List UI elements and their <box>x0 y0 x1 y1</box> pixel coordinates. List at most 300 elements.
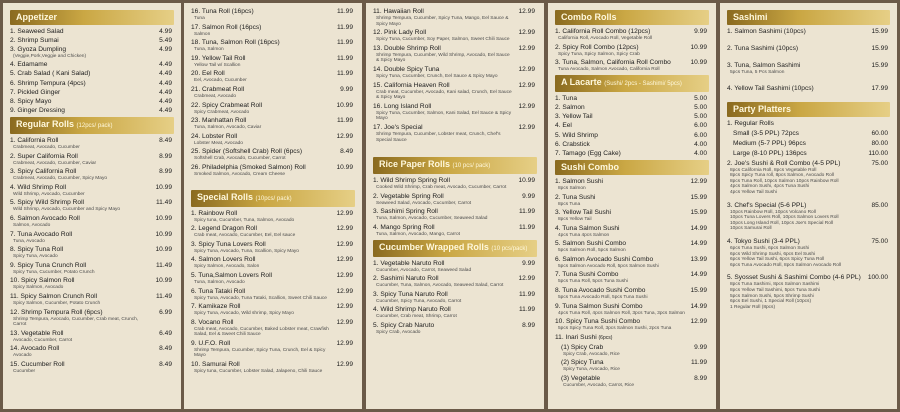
item-price: 5.00 <box>694 113 707 121</box>
item-name: 1. Salmon Sushi <box>555 177 604 185</box>
menu-item <box>555 44 709 58</box>
item-contents-line: 10pcs Samurai Roll <box>730 226 772 232</box>
menu-item <box>10 37 174 45</box>
menu-item <box>727 130 890 138</box>
item-price: 9.99 <box>522 192 535 200</box>
menu-item <box>10 80 174 88</box>
item-price: 17.99 <box>871 84 888 92</box>
item-name: 20. Eel Roll <box>191 70 225 78</box>
item-name: (2) Spicy Tuna <box>561 359 604 367</box>
item-description: Tuna, Avocado <box>13 238 45 244</box>
item-name: Medium (5-7 PPL) 96pcs <box>733 139 806 147</box>
menu-item <box>191 340 355 359</box>
item-description: Spicy Tuna, Avocado, Tuna Tataki, Scallion, Sweet Chili Sauce <box>194 295 327 301</box>
item-price: 12.99 <box>336 339 353 347</box>
item-name: 25. Spider (Softshell Crab) Roll (6pcs) <box>191 148 303 156</box>
item-name: 9. Ginger Dressing <box>10 107 65 115</box>
item-description: 5pcs Tuna Avocado Roll, 5pcs Tuna Sushi <box>558 295 648 301</box>
item-contents-line: 8pcs California Roll, 8pcs Vegetable Roll <box>730 167 817 173</box>
special-rolls-list-continued <box>373 8 537 143</box>
item-name: 2. Joe's Sushi & Roll Combo (4-5 PPL) <box>727 159 841 167</box>
item-name: 8. Tuna Avocado Sushi Combo <box>555 287 646 295</box>
item-price: 10.99 <box>690 59 707 67</box>
menu-item <box>555 95 709 103</box>
menu-item <box>373 208 537 222</box>
item-price: 12.99 <box>518 44 535 52</box>
menu-item <box>555 240 709 254</box>
item-price: 4.99 <box>159 28 172 35</box>
item-name: 21. Crabmeat Roll <box>191 85 245 93</box>
menu-item <box>555 178 709 192</box>
appetizer-header: Appetizer <box>10 10 174 25</box>
item-description: Spicy Tuna, Cucumber, Salmon, Kani Salad, Eel Sauce & Spicy Mayo <box>376 110 512 122</box>
item-contents-line: 10pcs Long Island Roll, 10pcs Joe's Special Roll <box>730 220 834 226</box>
sushi-combo-list <box>555 178 709 332</box>
item-name: 8. Spicy Tuna Roll <box>10 246 64 254</box>
menu-item <box>727 150 890 158</box>
menu-item <box>191 133 355 147</box>
menu-item <box>10 277 174 291</box>
item-description: 5pcs Spicy Tuna Roll, 3pcs Salmon Sushi, 2pcs Tuna <box>558 326 672 332</box>
item-price: 15.99 <box>871 62 888 69</box>
item-name: 10. Spicy Tuna Sushi Combo <box>555 318 641 326</box>
menu-item <box>727 202 890 232</box>
item-price: 12.99 <box>336 271 353 279</box>
item-description: 5pcs Salmon Avocado Roll, 5pcs Salmon Sushi <box>558 263 659 269</box>
menu-item <box>555 141 709 149</box>
item-name: 13. Vegetable Roll <box>10 329 64 337</box>
item-price: 12.99 <box>336 256 353 264</box>
item-price: 10.99 <box>336 163 353 171</box>
item-description: Spicy Salmon, Avocado, Salon <box>194 264 260 270</box>
item-price: 12.99 <box>518 275 535 283</box>
item-name: 3. Chef's Special (5-6 PPL) <box>727 201 807 209</box>
item-description: 5pcs Tuna Roll, 5pcs Tuna Sushi <box>558 279 628 285</box>
item-price: 12.99 <box>518 123 535 131</box>
item-price: 12.99 <box>690 177 707 185</box>
item-name: 10. Samurai Roll <box>191 361 240 369</box>
item-contents-line: 8pcs Spicy Tuna roll, 8pcs Salmon, Avocado Roll <box>730 173 834 179</box>
item-name: 4. Edamame <box>10 61 48 69</box>
item-price: 8.49 <box>159 345 172 353</box>
item-price: 11.49 <box>155 199 172 207</box>
item-description: Spicy tuna, Cucumber, Lobster Salad, Jalapeno, Chili Sauce <box>194 369 323 375</box>
item-contents-line: 6pcs Eel Sushi, 1 Special Roll (10pcs) <box>730 299 812 305</box>
item-name: 6. Salmon Avocado Sushi Combo <box>555 255 654 263</box>
item-name: 3. Spicy California Roll <box>10 168 77 176</box>
item-name: 2. Shrimp Sumai <box>10 37 59 45</box>
item-description: Spicy Crab, Avocado, Rice <box>563 351 620 357</box>
menu-item <box>10 107 174 115</box>
menu-item <box>555 287 709 301</box>
menu-item <box>555 344 709 358</box>
item-description: Shrimp Tempura, Cucumber, Wild Shrimp, Avocado, Eel Sauce & Spicy Mayo <box>376 52 510 64</box>
item-description: Spicy tuna, Cucumber, Tuna, Salmon, Avocado <box>194 217 295 223</box>
item-description: Avocado, Cucumber, Carrot <box>13 337 73 343</box>
item-name: 11. Hawaiian Roll <box>373 8 424 15</box>
item-contents-line: 10pcs Tuna Lovers Roll, 10pcs Salmon Lovers Roll <box>730 215 839 221</box>
menu-item <box>10 184 174 198</box>
item-price: 60.00 <box>871 129 888 137</box>
item-description: Cucumber, Crab meat, Shrimp, Carrot <box>376 314 457 320</box>
menu-item <box>373 306 537 320</box>
item-name: Large (8-10 PPL) 136pcs <box>733 149 807 157</box>
menu-item <box>10 293 174 307</box>
item-price: 11.99 <box>336 54 353 62</box>
menu-item <box>191 256 355 270</box>
menu-panel-3 <box>366 3 544 409</box>
menu-item <box>373 275 537 289</box>
item-price: 5.49 <box>159 37 172 45</box>
item-price: 10.99 <box>690 43 707 51</box>
item-contents-line: 6pcs Wild Shrimp Sushi, 6pcs Eel Sushi <box>730 251 816 257</box>
rice-paper-rolls-list <box>373 177 537 237</box>
menu-item <box>191 102 355 116</box>
item-name: 8. Vocano Roll <box>191 318 234 326</box>
item-description: Lobster Meat, Avocado <box>194 140 243 146</box>
combo-rolls-header: Combo Rolls <box>555 10 709 25</box>
item-price: 80.00 <box>871 139 888 147</box>
item-description: 8pcs Tuna <box>558 201 581 207</box>
menu-item <box>555 375 709 389</box>
menu-item <box>10 262 174 276</box>
item-price: 4.49 <box>159 107 172 115</box>
item-name: 16. Tuna Roll (16pcs) <box>191 8 254 15</box>
menu-item <box>555 150 709 158</box>
item-name: 11. Spicy Salmon Crunch Roll <box>10 293 98 301</box>
item-description: Cucumber, Tuna, Salmon, Avocado, Seaweed Salad, Carrot <box>376 283 504 289</box>
item-price: 14.99 <box>690 302 707 310</box>
item-description: (Veggie,Pork,Veggie and Chicken) <box>13 54 87 60</box>
item-name: 10. Spicy Salmon Roll <box>10 277 75 285</box>
item-description: Crabmeat, Avocado <box>194 93 237 99</box>
menu-item <box>191 148 355 162</box>
menu-item <box>191 24 355 38</box>
item-name: 3. Sashimi Spring Roll <box>373 208 438 216</box>
regular-platter-sizes <box>727 130 890 158</box>
inari-sushi-heading: 11. Inari Sushi (6pcs) <box>555 333 613 341</box>
item-name: 26. Philadelphia (Smoked Salmon) Roll <box>191 163 306 171</box>
item-description: Tuna Avocado, Salmon Avocado, California Roll <box>558 67 660 73</box>
item-name: 15. California Heaven Roll <box>373 81 450 89</box>
item-price: 9.99 <box>340 85 353 93</box>
menu-item <box>555 113 709 121</box>
menu-item <box>727 140 890 148</box>
menu-item <box>191 288 355 302</box>
item-name: 1. Tuna <box>555 94 577 102</box>
regular-rolls-list <box>10 137 174 375</box>
item-name: 2. Salmon <box>555 103 585 111</box>
item-description: 4pcs Tuna Roll, 4pcs Salmon Roll, 3pcs Tuna, 3pcs Salmon <box>558 310 685 316</box>
menu-item <box>191 70 355 84</box>
item-description: Spicy Tuna, Avocado, Wild shrimp, Spicy Mayo <box>194 311 294 317</box>
item-price: 15.99 <box>871 28 888 35</box>
item-contents-line: 4pcs Yellow Tail Sushi <box>730 189 777 195</box>
item-name: 7. Tuna Avocado Roll <box>10 230 73 238</box>
special-rolls-list <box>191 210 355 375</box>
item-price: 12.99 <box>336 361 353 369</box>
item-price: 85.00 <box>871 201 888 209</box>
item-name: 1. California Roll <box>10 137 59 145</box>
item-name: 1. Seaweed Salad <box>10 28 64 35</box>
item-name: 17. Salmon Roll (16pcs) <box>191 23 262 31</box>
menu-item <box>727 274 890 310</box>
item-name: 14. Avocado Roll <box>10 345 60 353</box>
menu-item <box>555 104 709 112</box>
item-description: Cucumber, Avocado, Carrot, Seaweed Salad <box>376 267 472 273</box>
menu-item <box>191 210 355 224</box>
item-price: 12.99 <box>336 318 353 326</box>
item-description: Cooked Wild Shrimp, Crab meat, Avocado, Cucumber, Carrot <box>376 185 507 191</box>
item-name: 6. Crabstick <box>555 140 590 148</box>
item-description: 8pcs Yellow Tail <box>558 217 592 223</box>
item-contents-line: 8pcs Tuna Roll, 10pcs Salmon 10pcs Rainbow Roll <box>730 178 839 184</box>
item-description: Crabmeat, Avocado, Cucumber, Caviar <box>13 160 97 166</box>
item-name: 9. U.F.O. Roll <box>191 339 231 347</box>
item-price: 4.49 <box>159 61 172 69</box>
item-description: Spicy Salmon, Cucumber, Potato Crunch <box>13 301 101 307</box>
item-name: 23. Manhattan Roll <box>191 117 247 125</box>
item-price: 6.49 <box>159 329 172 337</box>
menu-item <box>10 70 174 78</box>
item-price: 4.49 <box>159 70 172 78</box>
menu-panel-1 <box>3 3 181 409</box>
menu-item <box>10 89 174 97</box>
sashimi-header: Sashimi <box>727 10 890 25</box>
item-name: 18. Tuna, Salmon Roll (16pcs) <box>191 39 280 47</box>
item-description: Cucumber <box>13 369 36 374</box>
item-name: 4. Salmon Lovers Roll <box>191 256 256 264</box>
item-price: 11.99 <box>518 223 535 231</box>
item-price: 6.99 <box>159 308 172 316</box>
item-contents-line: 6pcs Tuna Avocado Roll, 8pcs Salmon Avocado Roll <box>730 262 842 268</box>
item-description: Tuna, Salmon, Avocado, Caviar <box>194 125 262 131</box>
menu-item <box>727 45 890 53</box>
item-name: 8. Spicy Mayo <box>10 97 52 105</box>
item-contents-line: 10pcs Rainbow Roll, 10pcs Volcano Roll <box>730 209 816 215</box>
menu-item <box>10 330 174 344</box>
item-name: 3. Gyoza Dumpling <box>10 46 67 54</box>
item-price: 15.99 <box>690 287 707 295</box>
item-name: 14. Double Spicy Tuna <box>373 65 440 73</box>
menu-item <box>373 224 537 238</box>
item-price: 12.99 <box>690 318 707 326</box>
menu-item <box>10 199 174 213</box>
item-description: Tuna, Salmon, Avocado, Cucumber, Seaweed Salad <box>376 216 488 222</box>
menu-panel-5 <box>720 3 897 409</box>
item-price: 75.00 <box>871 159 888 167</box>
item-description: Tuna, Salmon <box>194 47 224 53</box>
menu-item <box>373 29 537 43</box>
menu-item <box>191 39 355 53</box>
menu-item <box>191 319 355 338</box>
item-price: 11.99 <box>518 290 535 298</box>
item-name: 1. Vegetable Naruto Roll <box>373 259 445 267</box>
menu-item <box>10 309 174 328</box>
item-price: 15.99 <box>871 45 888 52</box>
item-name: 12. Shrimp Tempura Roll (6pcs) <box>10 308 103 316</box>
item-name: 4. Tokyo Sushi (3-4 PPL) <box>727 237 800 245</box>
item-price: 11.99 <box>336 70 353 78</box>
item-name: 12. Pink Lady Roll <box>373 29 427 37</box>
item-description: California Roll, Avocado Roll, Vegetable Roll <box>558 36 653 41</box>
item-description: Spicy Tuna, Avocado, Rice <box>563 367 620 373</box>
item-name: 5. Spicy Crab Naruto <box>373 321 435 329</box>
item-price: 12.99 <box>518 81 535 89</box>
item-contents-line: 8pcs Tuna Sashimi, 8pcs Salmon Sashimi <box>730 282 820 288</box>
item-price: 8.99 <box>159 168 172 176</box>
menu-item <box>555 359 709 373</box>
item-name: 4. Wild Shrimp Naruto Roll <box>373 306 451 314</box>
item-name: 3. Tuna, Salmon Sashimi <box>727 62 801 69</box>
item-price: 12.99 <box>336 225 353 233</box>
menu-item <box>191 164 355 178</box>
item-price: 12.99 <box>336 287 353 295</box>
item-price: 8.99 <box>694 375 707 383</box>
item-price: 75.00 <box>871 237 888 245</box>
item-price: 11.99 <box>518 208 535 216</box>
item-price: 10.99 <box>518 177 535 185</box>
menu-item <box>727 160 890 196</box>
item-name: 3. Yellow Tail <box>555 113 593 121</box>
item-name: 4. Wild Shrimp Roll <box>10 183 67 191</box>
item-price: 8.99 <box>522 321 535 329</box>
menu-item <box>10 361 174 375</box>
item-description: Spicy Salmon, Avocado <box>13 285 64 291</box>
menu-item <box>191 8 355 22</box>
menu-item <box>727 85 890 93</box>
item-description: Spicy Tuna, Avocado <box>13 254 58 260</box>
menu-item <box>373 291 537 305</box>
menu-item <box>373 103 537 122</box>
item-price: 12.99 <box>336 132 353 140</box>
item-price: 4.49 <box>159 79 172 87</box>
rolls-list-continued <box>191 8 355 178</box>
item-description: Shrimp Tempura, Avocado, Cucumber, Crab meat, Crunch, Carrot <box>13 316 139 328</box>
item-name: 17. Joe's Special <box>373 123 423 131</box>
item-description: Cucumber, Spicy Tuna, Avocado, Carrot <box>376 298 462 304</box>
item-name: 1. California Roll Combo (12pcs) <box>555 28 651 35</box>
item-name: 4. Tuna Salmon Sushi <box>555 224 620 232</box>
menu-item <box>191 361 355 375</box>
menu-item <box>10 61 174 69</box>
item-name: 6. Salmon Avocado Roll <box>10 215 80 223</box>
item-name: 4. Yellow Tail Sashimi (10pcs) <box>727 84 814 92</box>
special-rolls-header: Special Rolls (10pcs/ pack) <box>191 190 355 207</box>
item-contents-line: 4pcs Salmon Sushi, 4pcs Tuna Sushi <box>730 184 810 190</box>
item-name: 5. Tuna,Salmon Lovers Roll <box>191 271 272 279</box>
rice-paper-rolls-header: Rice Paper Rolls (10 pcs/ pack) <box>373 157 537 174</box>
item-description: Crab meat, Avocado, Cucumber, Eel, Eel sauce <box>194 233 296 239</box>
menu-item <box>555 59 709 73</box>
menu-item <box>10 231 174 245</box>
menu-item <box>191 241 355 255</box>
menu-item <box>555 194 709 208</box>
item-description: Spicy Tuna, Cucumber, Crunch, Eel Sauce & Spicy Mayo <box>376 73 498 79</box>
alacarte-header: A Lacarte (Sushi/ 2pcs - Sashimi/ 5pcs) <box>555 75 709 92</box>
item-name: 22. Spicy Crabmeat Roll <box>191 101 263 109</box>
item-price: 5.00 <box>694 94 707 102</box>
item-price: 10.99 <box>155 183 172 191</box>
item-name: 24. Lobster Roll <box>191 132 238 140</box>
menu-item <box>10 153 174 167</box>
item-price: 6.00 <box>694 131 707 139</box>
item-description: Wild Shrimp, Avocado, Cucumber and Spicy Mayo <box>13 207 121 213</box>
item-description: Salmon, Avocado <box>13 223 51 229</box>
sashimi-list <box>727 28 890 93</box>
menu-item <box>555 122 709 130</box>
item-name: 2. Super California Roll <box>10 152 78 160</box>
item-name: 2. Tuna Sashimi (10pcs) <box>727 45 799 52</box>
item-name: 4. Mango Spring Roll <box>373 223 435 231</box>
menu-item <box>191 55 355 69</box>
item-description: Avocado <box>13 353 32 359</box>
cucumber-wrapped-header: Cucumber Wrapped Rolls (10 pcs/pack) <box>373 240 537 257</box>
item-price: 4.99 <box>159 46 172 54</box>
item-description: 4pcs Tuna 4pcs Salmon <box>558 232 610 238</box>
item-name: 5. Syosset Sushi & Sashimi Combo (4-6 PPL) <box>727 274 861 282</box>
item-name: 5. Crab Salad ( Kani Salad) <box>10 70 91 78</box>
item-description: Salmon <box>194 31 211 37</box>
menu-item <box>555 209 709 223</box>
item-price: 12.99 <box>336 209 353 217</box>
item-description: Spicy Crabmeat, Avocado <box>194 109 250 115</box>
item-price: 15.99 <box>690 193 707 201</box>
inari-sushi-list <box>555 344 709 389</box>
item-description: Shrimp Tempura, Cucumber, Lobster meat, Crunch, Chef's Special Sauce <box>376 131 501 143</box>
item-description: Tuna, Salmon, Avocado, Mango, Carrot <box>376 231 460 237</box>
item-name: 7. Kamikaze Roll <box>191 303 241 311</box>
item-price: 4.49 <box>159 97 172 105</box>
appetizer-list <box>10 28 174 115</box>
regular-rolls-platter: 1. Regular Rolls <box>727 119 774 127</box>
item-description: Crabmeat, Avocado, Cucumber, Spicy Mayo <box>13 176 108 182</box>
item-price: 12.99 <box>518 65 535 73</box>
party-platters-list <box>727 160 890 311</box>
item-name: (1) Spicy Crab <box>561 343 604 351</box>
item-price: 5.00 <box>694 103 707 111</box>
item-name: 9. Tuna Salmon Sushi Combo <box>555 302 643 310</box>
item-name: 5. Salmon Sushi Combo <box>555 240 627 248</box>
item-description: Shrimp Tempura, Cucumber, Spicy Tuna, Crunch, Eel & Spicy Mayo <box>194 347 326 359</box>
item-name: 3. Yellow Tail Sushi <box>555 209 611 217</box>
item-name: 3. Tuna, Salmon, California Roll Combo <box>555 59 671 67</box>
item-name: 9. Spicy Tuna Crunch Roll <box>10 261 87 269</box>
item-price: 12.99 <box>336 240 353 248</box>
item-name: 15. Cucumber Roll <box>10 361 65 368</box>
menu-item <box>555 132 709 140</box>
menu-item <box>555 271 709 285</box>
menu-item <box>727 28 890 36</box>
regular-rolls-header: Regular Rolls (12pcs/ pack) <box>10 117 174 134</box>
item-description: Cucumber, Avocado, Carrot, Rice <box>563 383 635 389</box>
item-price: 10.99 <box>155 277 172 285</box>
item-description: Tuna, Salmon, Avocado <box>194 279 245 285</box>
item-name: 7. Pickled Ginger <box>10 88 61 96</box>
item-name: 6. Tuna Tataki Roll <box>191 287 246 295</box>
item-name: 7. Tamago (Egg Cake) <box>555 149 621 157</box>
menu-item <box>373 124 537 143</box>
menu-item <box>10 215 174 229</box>
item-price: 4.00 <box>694 149 707 157</box>
item-price: 4.49 <box>159 88 172 96</box>
item-price: 11.99 <box>518 306 535 314</box>
item-name: 3. Spicy Tuna Naruto Roll <box>373 290 448 298</box>
party-platters-header: Party Platters <box>727 102 890 117</box>
sushi-combo-header: Sushi Combo <box>555 160 709 175</box>
item-price: 14.99 <box>690 224 707 232</box>
item-contents-line: 5pcs Salmon Sushi, 5pcs Shrimp Sushi <box>730 293 814 299</box>
